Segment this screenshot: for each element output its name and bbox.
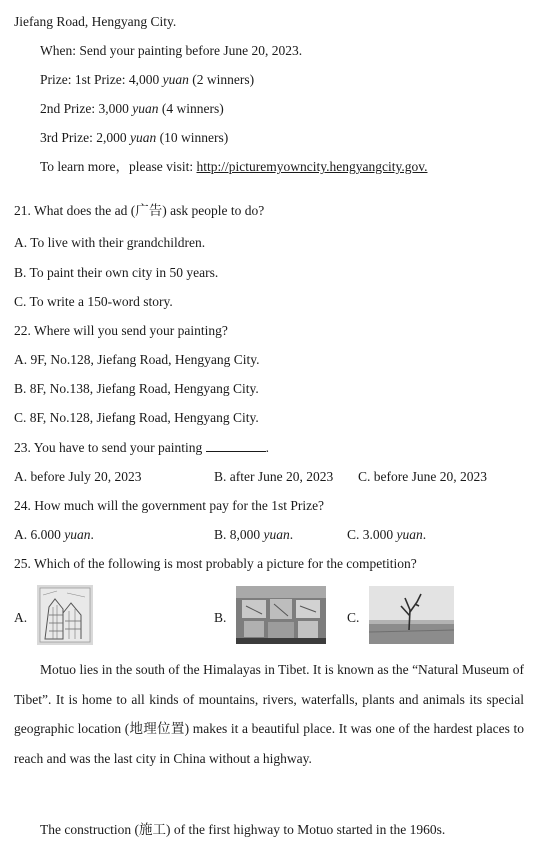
- prize-1-winners: (2 winners): [188, 72, 255, 87]
- q25-picture-a-sketch: [37, 585, 93, 645]
- answer-blank: [206, 439, 266, 452]
- q25-picture-b-photo: [236, 586, 326, 644]
- yuan-italic: yuan: [162, 72, 189, 87]
- q22-option-a: A. 9F, No.128, Jiefang Road, Hengyang City.: [14, 352, 260, 367]
- q24-c-period: .: [422, 527, 427, 542]
- q21-option-c: C. To write a 150-word story.: [14, 294, 173, 309]
- prize-3-winners: (10 winners): [156, 130, 229, 145]
- notice-when: When: Send your painting before June 20, 2023.: [40, 43, 303, 58]
- q24-option-a: [14, 526, 94, 544]
- q24-stem: 24. How much will the government pay for the 1st Prize?: [14, 498, 325, 513]
- q24-a-period: .: [90, 527, 94, 542]
- yuan-italic: yuan: [64, 527, 91, 542]
- learn-more-label: To learn more，please visit:: [40, 159, 197, 174]
- q21-stem: 21. What does the ad (广告) ask people to do?: [14, 203, 265, 218]
- yuan-italic: yuan: [263, 527, 290, 542]
- q24-b-amount: B. 8,000: [214, 527, 264, 542]
- q24-b-period: .: [289, 527, 294, 542]
- q25-option-b-label: B.: [214, 610, 227, 625]
- q23-option-c: C. before June 20, 2023: [358, 469, 487, 484]
- prize-3-text: 3rd Prize: 2,000: [40, 130, 130, 145]
- q23-option-b: B. after June 20, 2023: [214, 469, 334, 484]
- yuan-italic: yuan: [132, 101, 159, 116]
- notice-prize-2: [40, 100, 224, 118]
- q23-stem-text: 23. You have to send your painting: [14, 440, 206, 455]
- q24-option-b: [214, 526, 293, 544]
- q22-option-b: B. 8F, No.138, Jiefang Road, Hengyang City.: [14, 381, 259, 396]
- website-link[interactable]: http://picturemyowncity.hengyangcity.gov.: [196, 159, 428, 174]
- q21-option-b: B. To paint their own city in 50 years.: [14, 265, 219, 280]
- q23-option-a: A. before July 20, 2023: [14, 469, 142, 484]
- yuan-italic: yuan: [396, 527, 423, 542]
- q25-picture-c-tree-photo: [369, 586, 454, 644]
- q21-option-a: A. To live with their grandchildren.: [14, 235, 206, 250]
- q24-a-amount: A. 6.000: [14, 527, 65, 542]
- q25-stem: 25. Which of the following is most probably a picture for the competition?: [14, 556, 417, 571]
- passage-paragraph-2: [14, 815, 524, 845]
- q24-option-c: [347, 526, 426, 544]
- passage-paragraph-1-text: Motuo lies in the south of the Himalayas in Tibet. It is known as the “Natural Museum of Tibet”. It is home to all kinds of mountains, rivers, waterfalls, plants and animals its special geographic location (地理位置) makes it a beautiful place. It was one of the hardest places to reach and was the last city in China without a highway.: [14, 662, 524, 766]
- yuan-italic: yuan: [130, 130, 157, 145]
- passage-paragraph-2-text: The construction (施工) of the first highway to Motuo started in the 1960s.: [40, 822, 446, 837]
- notice-address-line: Jiefang Road, Hengyang City.: [14, 14, 177, 29]
- q22-stem: 22. Where will you send your painting?: [14, 323, 228, 338]
- q24-c-amount: C. 3.000: [347, 527, 397, 542]
- notice-prize-1: [40, 71, 254, 89]
- prize-2-winners: (4 winners): [158, 101, 224, 116]
- prize-1-text: Prize: 1st Prize: 4,000: [40, 72, 163, 87]
- prize-2-text: 2nd Prize: 3,000: [40, 101, 133, 116]
- notice-prize-3: [40, 129, 228, 147]
- q22-option-c: C. 8F, No.128, Jiefang Road, Hengyang City.: [14, 410, 259, 425]
- q25-option-a-label: A.: [14, 610, 28, 625]
- q23-stem-period: .: [265, 440, 269, 455]
- q25-option-c-label: C.: [347, 610, 360, 625]
- passage-paragraph-1: [14, 655, 524, 773]
- notice-learn-more: [40, 158, 427, 176]
- q23-stem: [14, 439, 269, 457]
